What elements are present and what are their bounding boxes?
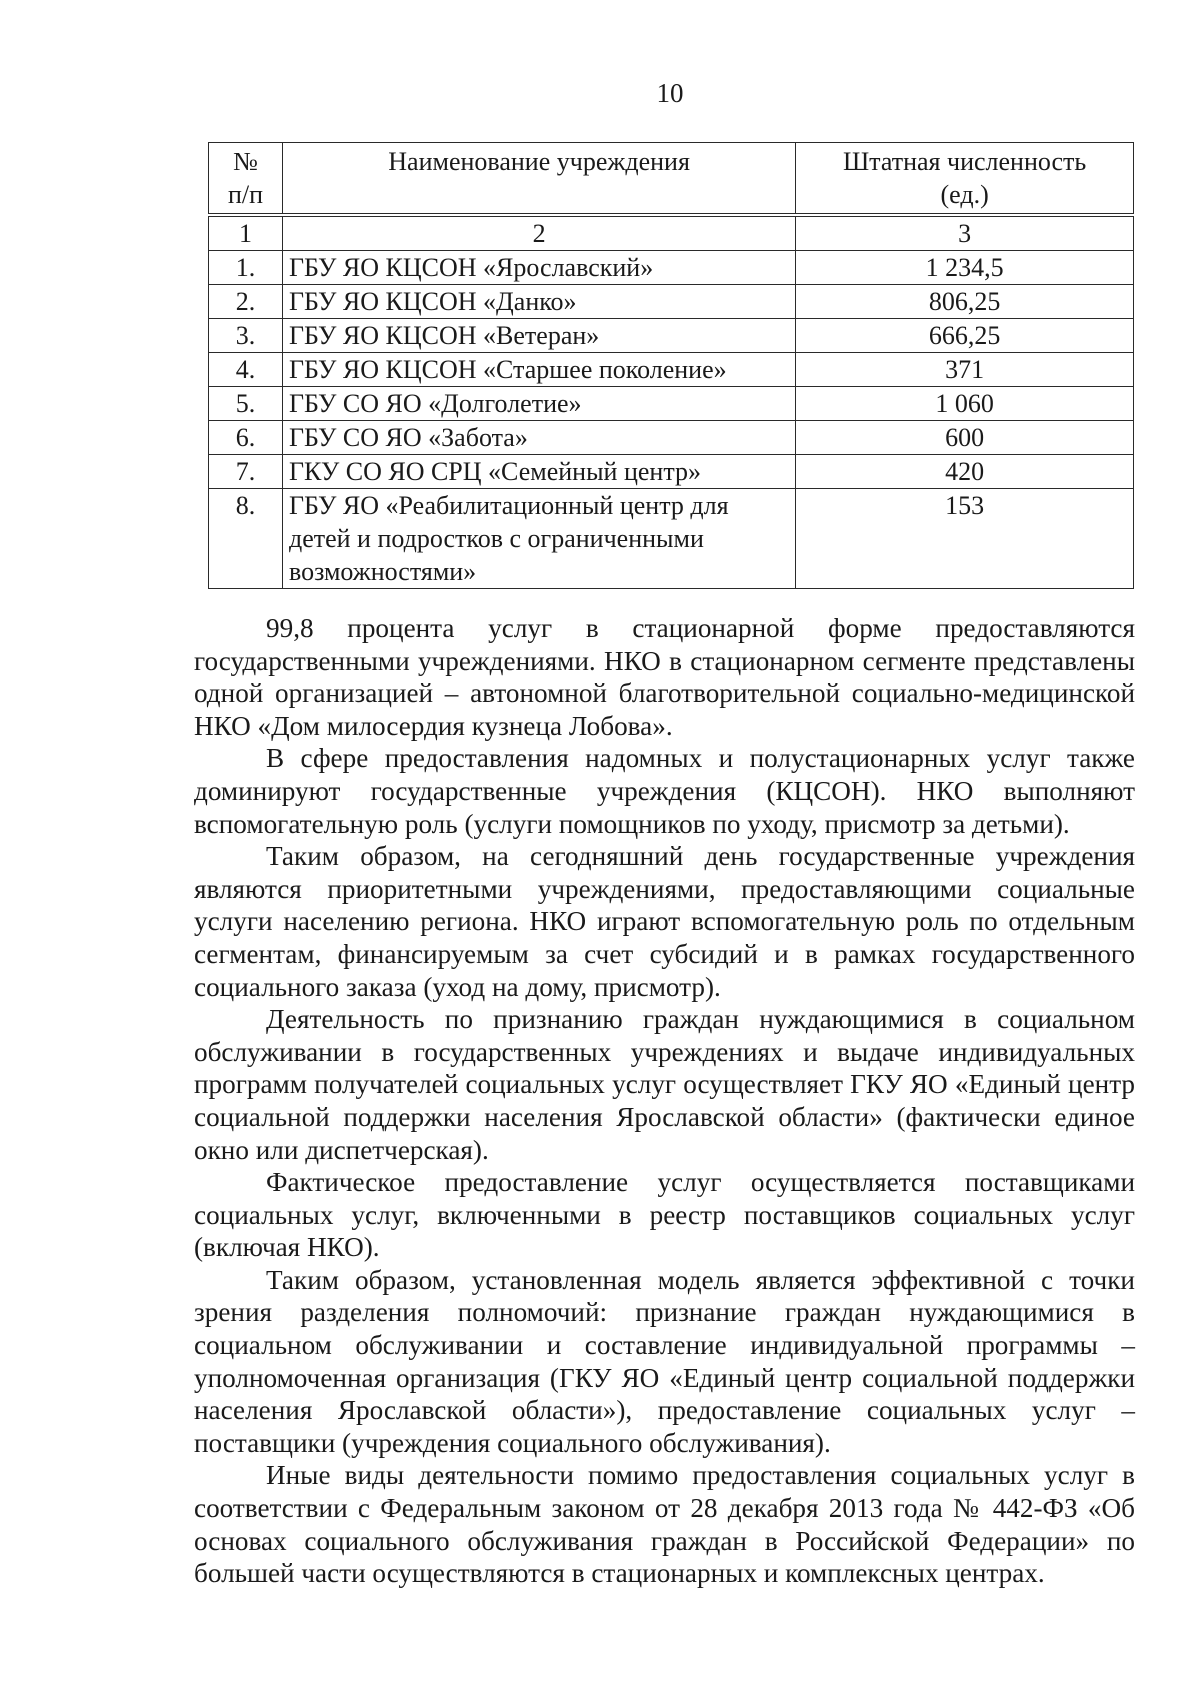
column-number-2: 2 bbox=[282, 215, 795, 251]
table-header-row bbox=[209, 143, 1134, 216]
paragraph: 99,8 процента услуг в стационарной форме предоставляются государственными учреждениями. НКО в стационарном сегменте представлены одной организацией – автономной благотворительной социально-медицинской НКО «Дом милосердия кузнеца Лобова». bbox=[194, 613, 1135, 741]
table-row bbox=[209, 455, 1134, 489]
row-number: 7. bbox=[209, 455, 283, 489]
header-name: Наименование учреждения bbox=[282, 143, 795, 216]
table-row bbox=[209, 353, 1134, 387]
row-institution-name: ГКУ СО ЯО СРЦ «Семейный центр» bbox=[282, 455, 795, 489]
row-staff-count: 600 bbox=[796, 421, 1134, 455]
header-number-line1: № bbox=[233, 147, 258, 176]
row-staff-count: 420 bbox=[796, 455, 1134, 489]
header-count-line1: Штатная численность bbox=[842, 147, 1087, 176]
paragraph: Таким образом, установленная модель является эффективной с точки зрения разделения полномочий: признание граждан нуждающимися в социальном обслуживании и составление индивидуальной программы – уполномоченная организация (ГКУ ЯО «Единый центр социальной поддержки населения Ярославской области»), предоставление социальных услуг – поставщики (учреждения социального обслуживания). bbox=[194, 1264, 1135, 1458]
row-number: 1. bbox=[209, 251, 283, 285]
header-count bbox=[796, 143, 1134, 216]
paragraph: Иные виды деятельности помимо предоставления социальных услуг в соответствии с Федеральным законом от 28 декабря 2013 года № 442-ФЗ «Об основах социального обслуживания граждан в Российской Федерации» по большей части осуществляются в стационарных и комплексных центрах. bbox=[194, 1460, 1135, 1589]
header-number-line2: п/п bbox=[227, 180, 264, 209]
table-row bbox=[209, 387, 1134, 421]
header-count-line2: (ед.) bbox=[940, 180, 989, 209]
row-institution-name: ГБУ ЯО «Реабилитационный центр для детей и подростков с ограниченными возможностями» bbox=[282, 489, 795, 589]
column-number-1: 1 bbox=[209, 215, 283, 251]
table-row bbox=[209, 421, 1134, 455]
row-number: 5. bbox=[209, 387, 283, 421]
row-number: 3. bbox=[209, 319, 283, 353]
table-row bbox=[209, 319, 1134, 353]
table-row bbox=[209, 251, 1134, 285]
row-number: 4. bbox=[209, 353, 283, 387]
header-number bbox=[209, 143, 283, 216]
table-row bbox=[209, 489, 1134, 589]
institutions-table-container bbox=[208, 142, 1134, 589]
table-row bbox=[209, 285, 1134, 319]
institutions-table bbox=[208, 142, 1134, 589]
column-numbers-row bbox=[209, 215, 1134, 251]
paragraph: В сфере предоставления надомных и полустационарных услуг также доминируют государственные учреждения (КЦСОН). НКО выполняют вспомогательную роль (услуги помощников по уходу, присмотр за детьми). bbox=[194, 743, 1135, 839]
paragraph: Фактическое предоставление услуг осуществляется поставщиками социальных услуг, включенными в реестр поставщиков социальных услуг (включая НКО). bbox=[194, 1167, 1135, 1263]
row-number: 2. bbox=[209, 285, 283, 319]
row-institution-name: ГБУ ЯО КЦСОН «Данко» bbox=[282, 285, 795, 319]
paragraph: Деятельность по признанию граждан нуждающимися в социальном обслуживании в государственных учреждениях и выдаче индивидуальных программ получателей социальных услуг осуществляет ГКУ ЯО «Единый центр социальной поддержки населения Ярославской области» (фактически единое окно или диспетчерская). bbox=[194, 1004, 1135, 1165]
page-number: 10 bbox=[656, 78, 684, 108]
row-staff-count: 1 234,5 bbox=[796, 251, 1134, 285]
row-institution-name: ГБУ СО ЯО «Долголетие» bbox=[282, 387, 795, 421]
row-number: 6. bbox=[209, 421, 283, 455]
row-institution-name: ГБУ ЯО КЦСОН «Ярославский» bbox=[282, 251, 795, 285]
paragraph: Таким образом, на сегодняшний день государственные учреждения являются приоритетными учреждениями, предоставляющими социальные услуги населению региона. НКО играют вспомогательную роль по отдельным сегментам, финансируемым за счет субсидий и в рамках государственного социального заказа (уход на дому, присмотр). bbox=[194, 841, 1135, 1002]
row-institution-name: ГБУ СО ЯО «Забота» bbox=[282, 421, 795, 455]
row-institution-name: ГБУ ЯО КЦСОН «Ветеран» bbox=[282, 319, 795, 353]
body-text bbox=[194, 612, 1135, 1590]
row-staff-count: 666,25 bbox=[796, 319, 1134, 353]
row-number: 8. bbox=[209, 489, 283, 589]
row-staff-count: 806,25 bbox=[796, 285, 1134, 319]
row-staff-count: 153 bbox=[796, 489, 1134, 589]
column-number-3: 3 bbox=[796, 215, 1134, 251]
row-institution-name: ГБУ ЯО КЦСОН «Старшее поколение» bbox=[282, 353, 795, 387]
row-staff-count: 371 bbox=[796, 353, 1134, 387]
row-staff-count: 1 060 bbox=[796, 387, 1134, 421]
